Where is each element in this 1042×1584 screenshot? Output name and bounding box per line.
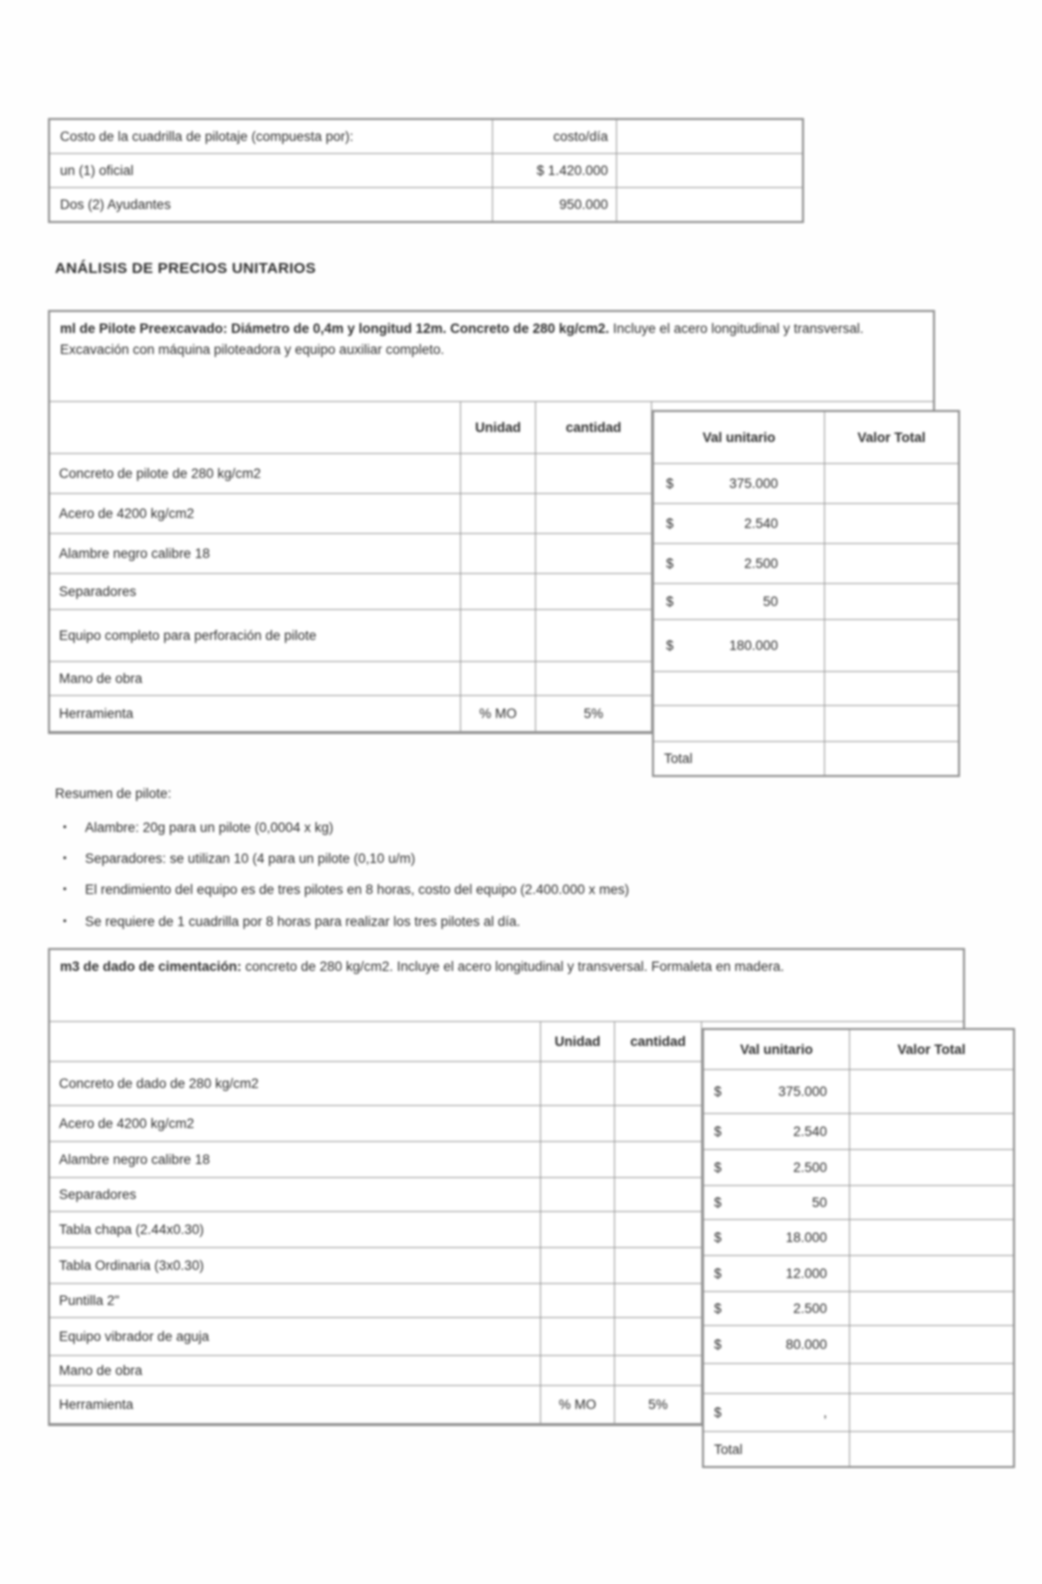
total-cell [849, 1150, 1013, 1185]
unit-price: 2.500 [744, 556, 778, 571]
total-cell [849, 1220, 1013, 1255]
item-unidad: % MO [460, 696, 535, 731]
item-unidad [540, 1248, 614, 1283]
item-unidad [460, 574, 535, 609]
price-row [654, 706, 958, 742]
grand-total-cell [824, 742, 958, 775]
unit-price: 80.000 [785, 1337, 827, 1352]
table2-title-rest: concreto de 280 kg/cm2. Incluye el acero longitudinal y transversal. Formaleta en madera. [241, 959, 785, 974]
item-unidad [540, 1284, 614, 1317]
unit-price: 2.540 [793, 1124, 827, 1139]
item-cantidad [535, 662, 652, 695]
item-unidad [460, 454, 535, 493]
currency-sign: $ [714, 1230, 722, 1245]
currency-sign: $ [714, 1084, 722, 1099]
col-header-val-unitario: Val unitario [740, 1042, 813, 1057]
item-cantidad [614, 1106, 702, 1141]
item-desc: Puntilla 2" [59, 1293, 120, 1308]
item-cantidad [614, 1062, 702, 1105]
unit-price: 50 [811, 1195, 827, 1210]
item-desc: Equipo vibrador de aguja [59, 1329, 210, 1344]
item-desc: Mano de obra [59, 1363, 143, 1378]
total-cell [849, 1394, 1013, 1431]
item-cantidad: 5% [535, 696, 652, 731]
item-desc: Herramienta [59, 706, 134, 721]
price-row [704, 1114, 1013, 1150]
item-cantidad [614, 1248, 702, 1283]
table1-title [50, 312, 933, 402]
item-cantidad [614, 1318, 702, 1355]
col-header-unidad: Unidad [460, 402, 535, 453]
unit-price: 375.000 [729, 476, 778, 491]
currency-sign: $ [714, 1337, 722, 1352]
price-row [654, 544, 958, 584]
item-unidad [460, 610, 535, 661]
item-desc: Herramienta [59, 1397, 134, 1412]
item-cantidad [535, 454, 652, 493]
total-cell [849, 1292, 1013, 1325]
item-cantidad [614, 1356, 702, 1385]
crew-row-desc: un (1) oficial [60, 163, 134, 178]
table-row [50, 187, 802, 221]
total-cell [849, 1114, 1013, 1149]
price-row [704, 1256, 1013, 1292]
pile-summary [55, 786, 629, 944]
unit-price: 12.000 [785, 1266, 827, 1281]
price-row [704, 1150, 1013, 1186]
price-row [704, 1326, 1013, 1364]
currency-sign: $ [666, 638, 674, 653]
empty-cell [50, 402, 460, 453]
price-row [654, 464, 958, 504]
item-desc: Equipo completo para perforación de pilote [59, 628, 317, 643]
grand-total-row [704, 1432, 1013, 1466]
bullet-icon: ▪ [63, 884, 67, 896]
col-header-cantidad: cantidad [535, 402, 652, 453]
list-item [63, 850, 629, 868]
currency-sign: $ [714, 1160, 722, 1175]
item-desc: Concreto de dado de 280 kg/cm2 [59, 1076, 259, 1091]
table2-title-bold: m3 de dado de cimentación: [60, 959, 242, 974]
item-desc: Tabla chapa (2.44x0.30) [59, 1222, 204, 1237]
price-row [704, 1394, 1013, 1432]
total-label: Total [664, 751, 693, 766]
item-unidad [540, 1356, 614, 1385]
item-cantidad [614, 1178, 702, 1211]
bullet-text: Alambre: 20g para un pilote (0,0004 x kg) [85, 820, 334, 835]
item-cantidad [535, 574, 652, 609]
empty-cell [617, 188, 802, 221]
price-row [704, 1292, 1013, 1326]
crew-cost-table [48, 118, 804, 223]
item-desc: Separadores [59, 1187, 137, 1202]
table2-price-subtable [702, 1028, 1015, 1468]
item-unidad [540, 1142, 614, 1177]
item-desc: Acero de 4200 kg/cm2 [59, 506, 195, 521]
crew-row-value: 950.000 [492, 188, 617, 221]
bullet-icon: ▪ [63, 822, 67, 833]
list-item [63, 881, 629, 899]
item-desc: Separadores [59, 584, 137, 599]
empty-cell [617, 120, 802, 153]
price-row [704, 1186, 1013, 1220]
currency-sign: $ [666, 516, 674, 531]
item-desc: Alambre negro calibre 18 [59, 546, 210, 561]
summary-heading: Resumen de pilote: [55, 786, 172, 801]
unit-price: 2.540 [744, 516, 778, 531]
col-header-valor-total: Valor Total [824, 412, 958, 463]
unit-price: 375.000 [778, 1084, 827, 1099]
empty-cell [617, 154, 802, 187]
total-cell [824, 464, 958, 503]
grand-total-cell [849, 1432, 1013, 1466]
list-item [63, 913, 629, 931]
price-row [704, 1364, 1013, 1394]
currency-sign: $ [714, 1301, 722, 1316]
item-unidad [540, 1062, 614, 1105]
currency-sign: $ [666, 476, 674, 491]
total-cell [849, 1070, 1013, 1113]
total-cell [824, 584, 958, 619]
page-title: ANÁLISIS DE PRECIOS UNITARIOS [55, 260, 316, 277]
item-cantidad [614, 1284, 702, 1317]
col-header-unidad: Unidad [540, 1022, 614, 1061]
item-cantidad [614, 1212, 702, 1247]
total-cell [824, 544, 958, 583]
total-cell [849, 1186, 1013, 1219]
bullet-text: El rendimiento del equipo es de tres pilotes en 8 horas, costo del equipo (2.400.000 x mes) [85, 882, 630, 898]
item-desc: Tabla Ordinaria (3x0.30) [59, 1258, 204, 1273]
price-row [654, 620, 958, 672]
currency-sign: $ [666, 594, 674, 609]
item-unidad: % MO [540, 1386, 614, 1423]
price-row [654, 584, 958, 620]
crew-header-desc: Costo de la cuadrilla de pilotaje (compuesta por): [60, 129, 354, 144]
unit-price: 180.000 [729, 638, 778, 653]
price-row [704, 1220, 1013, 1256]
list-item [63, 819, 629, 837]
unit-price: 2.500 [793, 1160, 827, 1175]
unit-price: 18.000 [785, 1230, 827, 1245]
table1-price-subtable [652, 410, 960, 777]
bullet-text: Separadores: se utilizan 10 (4 para un pilote (0,10 u/m) [85, 851, 416, 867]
item-unidad [540, 1106, 614, 1141]
item-unidad [460, 662, 535, 695]
table1-title-rest: Incluye el acero longitudinal y transversal. Excavación con máquina piloteadora y equipo auxiliar completo. [60, 321, 864, 357]
total-cell [824, 620, 958, 671]
subtable-header-row [704, 1030, 1013, 1070]
col-header-valor-total: Valor Total [849, 1030, 1013, 1069]
item-unidad [540, 1178, 614, 1211]
price-row [654, 672, 958, 706]
pile-unit-price-table [48, 310, 935, 766]
item-desc: Mano de obra [59, 671, 143, 686]
price-row [704, 1070, 1013, 1114]
table-row [50, 120, 802, 153]
currency-sign: $ [714, 1266, 722, 1281]
currency-sign: $ [714, 1124, 722, 1139]
total-cell [824, 672, 958, 705]
table2-title [50, 950, 963, 1022]
crew-row-value: $ 1.420.000 [492, 154, 617, 187]
currency-sign: $ [714, 1195, 722, 1210]
item-unidad [460, 494, 535, 533]
bullet-text: Se requiere de 1 cuadrilla por 8 horas para realizar los tres pilotes al día. [85, 913, 521, 929]
currency-sign: $ [666, 556, 674, 571]
item-cantidad [614, 1142, 702, 1177]
unit-price: , [823, 1405, 827, 1420]
item-cantidad: 5% [614, 1386, 702, 1423]
total-cell [824, 706, 958, 741]
total-cell [824, 504, 958, 543]
bullet-icon: ▪ [63, 853, 67, 865]
col-header-val-unitario: Val unitario [702, 430, 776, 445]
footing-unit-price-table [48, 948, 966, 1457]
crew-row-desc: Dos (2) Ayudantes [60, 197, 171, 212]
crew-header-value: costo/día [492, 120, 617, 153]
total-cell [849, 1256, 1013, 1291]
total-cell [849, 1326, 1013, 1363]
item-cantidad [535, 494, 652, 533]
item-cantidad [535, 610, 652, 661]
grand-total-row [654, 742, 958, 775]
table1-title-bold: ml de Pilote Preexcavado: Diámetro de 0,4m y longitud 12m. Concreto de 280 kg/cm2. [60, 321, 610, 336]
subtable-header-row [654, 412, 958, 464]
currency-sign: $ [714, 1405, 722, 1420]
total-cell [849, 1364, 1013, 1393]
item-desc: Alambre negro calibre 18 [59, 1152, 210, 1167]
empty-cell [50, 1022, 540, 1061]
unit-price: 50 [762, 594, 778, 609]
item-unidad [540, 1318, 614, 1355]
bullet-icon: ▪ [63, 915, 67, 927]
table-row [50, 153, 802, 187]
price-row [654, 504, 958, 544]
item-unidad [460, 534, 535, 573]
item-desc: Acero de 4200 kg/cm2 [59, 1116, 195, 1131]
item-cantidad [535, 534, 652, 573]
unit-price: 2.500 [793, 1301, 827, 1316]
col-header-cantidad: cantidad [614, 1022, 702, 1061]
item-desc: Concreto de pilote de 280 kg/cm2 [59, 466, 261, 481]
item-unidad [540, 1212, 614, 1247]
total-label: Total [714, 1441, 743, 1457]
